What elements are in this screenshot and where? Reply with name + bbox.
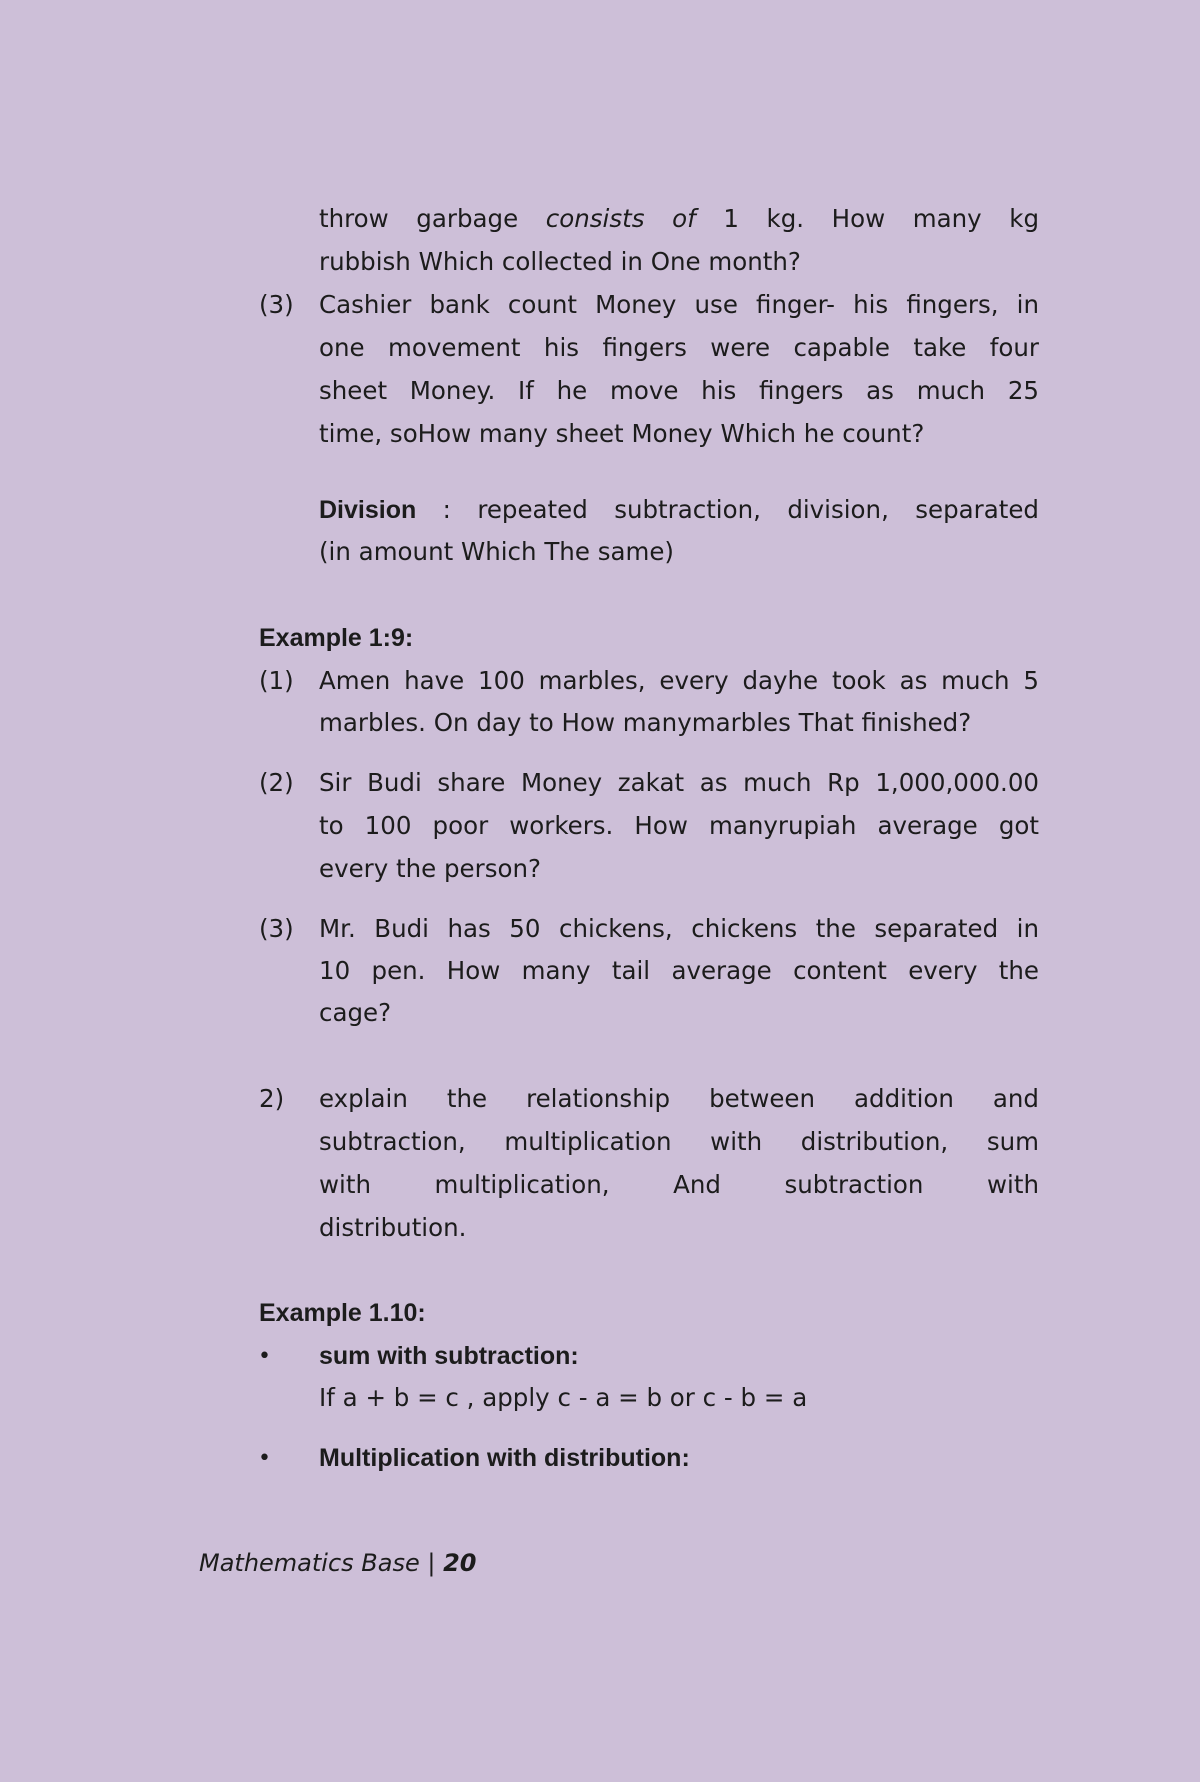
item-number: (2): [259, 768, 294, 797]
division-definition-line-2: (in amount Which The same): [319, 537, 674, 566]
paragraph-line: Sir Budi share Money zakat as much Rp 1,000,000.00: [319, 768, 1039, 797]
paragraph-line: Amen have 100 marbles, every dayhe took as much 5: [319, 666, 1039, 695]
book-title: Mathematics Base: [199, 1549, 420, 1577]
bullet-icon: •: [258, 1344, 271, 1369]
paragraph-line: cage?: [319, 998, 392, 1027]
paragraph-line: Cashier bank count Money use finger- his fingers, in: [319, 290, 1039, 319]
paragraph-line: to 100 poor workers. How manyrupiah average got: [319, 811, 1039, 840]
item-number: (1): [259, 666, 294, 695]
item-number: (3): [259, 914, 294, 943]
continuation-line-1: throw garbage consists of 1 kg. How many kg: [319, 204, 1039, 233]
paragraph-line: distribution.: [319, 1213, 467, 1242]
page-number: 20: [443, 1549, 477, 1577]
example-heading: Example 1.10:: [259, 1299, 426, 1327]
division-definition: Division : repeated subtraction, division, separated: [319, 495, 1039, 524]
paragraph-line: sheet Money. If he move his fingers as much 25: [319, 376, 1039, 405]
footer-separator: |: [427, 1549, 436, 1577]
division-term: Division: [319, 496, 417, 524]
bullet-text: If a + b = c , apply c - a = b or c - b = a: [319, 1383, 808, 1412]
bullet-title: Multiplication with distribution:: [319, 1444, 690, 1472]
paragraph-line: explain the relationship between addition and: [319, 1084, 1039, 1113]
paragraph-line: time, soHow many sheet Money Which he count?: [319, 419, 925, 448]
continuation-line-2: rubbish Which collected in One month?: [319, 247, 801, 276]
paragraph-line: every the person?: [319, 854, 541, 883]
example-heading: Example 1:9:: [259, 624, 414, 652]
paragraph-line: Mr. Budi has 50 chickens, chickens the separated in: [319, 914, 1039, 943]
paragraph-line: marbles. On day to How manymarbles That finished?: [319, 708, 972, 737]
bullet-icon: •: [258, 1446, 271, 1471]
page-footer: [199, 1542, 477, 1585]
paragraph-line: subtraction, multiplication with distribution, sum: [319, 1127, 1039, 1156]
paragraph-line: one movement his fingers were capable take four: [319, 333, 1039, 362]
point-number: 2): [259, 1084, 285, 1113]
italic-term: consists of: [545, 204, 696, 233]
paragraph-line: with multiplication, And subtraction with: [319, 1170, 1039, 1199]
bullet-title: sum with subtraction:: [319, 1342, 579, 1370]
item-number: (3): [259, 290, 294, 319]
paragraph-line: 10 pen. How many tail average content every the: [319, 956, 1039, 985]
